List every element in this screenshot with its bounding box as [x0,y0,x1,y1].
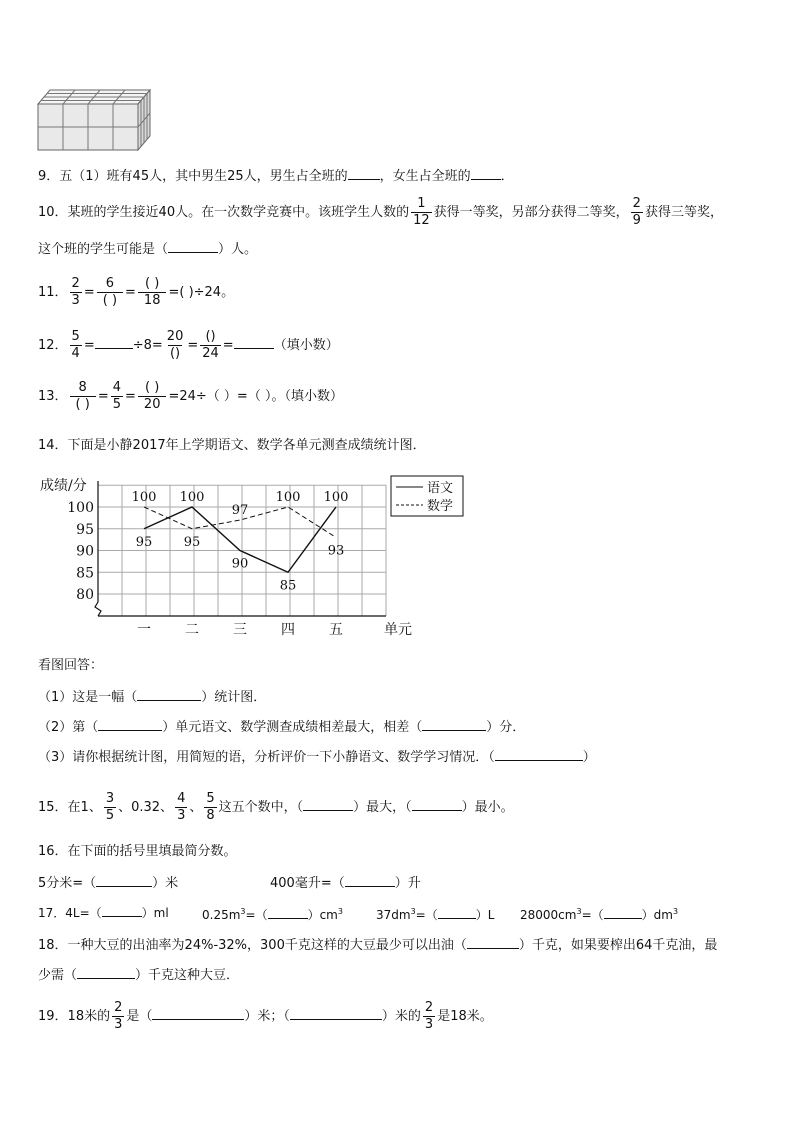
data-label: 100 [131,490,157,505]
question-18-line-1: 18．一种大豆的出油率为24%-32%，300千克这样的大豆最少可以出油（ ）千克，如果要榨出64千克油，最 [38,934,717,956]
answer-blank[interactable] [77,964,135,979]
question-17-c: $37dm^3=$（ ）L [376,902,494,925]
answer-blank[interactable] [290,1005,382,1020]
data-label: 97 [231,503,249,519]
x-axis-label: 单元 [384,622,412,638]
answer-blank[interactable] [168,238,218,253]
data-label: 95 [183,534,201,550]
question-14-sub-2: （2）第（ ）单元语文、数学测查成绩相差最大，相差（ ）分． [38,716,525,738]
question-14-ask: 看图回答： [38,658,104,673]
fraction: $\frac{4}{3}$ [177,791,186,823]
question-15: 15．在1、 $\frac{3}{5}$ 、0.32、 $\frac{4}{3}$ 、 $\frac{5}{8}$ 这五个数中，（ ）最大，（ ）最小。 [38,791,514,823]
fraction: $\frac{2}{3}$ [424,1000,434,1032]
answer-blank[interactable] [495,746,583,761]
question-13: 13． $\frac{8}{( )}$ = $\frac{4}{5}$ = $\frac{( )}{20}$ =24÷（ ）=（ ）。（填小数） [38,380,343,412]
fraction: $\frac{( )}{18}$ [138,276,167,309]
data-label: 90 [231,556,249,572]
answer-blank[interactable] [268,904,308,919]
legend-label-math: 数学 [427,499,454,514]
data-labels [132,490,349,593]
question-16-title: 16．在下面的括号里填最简分数。 [38,844,237,859]
answer-blank[interactable] [234,334,274,349]
data-label: 100 [179,490,205,505]
fraction: $\frac{1}{12}$ [413,196,430,228]
fraction: $\frac{2}{9}$ [632,196,641,228]
fraction: $\frac{2}{3}$ [114,1000,123,1032]
answer-blank[interactable] [137,686,201,701]
question-16-row-b: 400毫升=（ ）升 [270,872,421,894]
answer-blank[interactable] [604,904,642,919]
answer-blank[interactable] [345,872,395,887]
question-14-sub-1: （1）这是一幅（ ）统计图． [38,686,266,708]
answer-blank[interactable] [467,934,519,949]
score-line-chart [36,468,476,644]
fraction: $\frac{20}{()}$ [166,329,184,361]
answer-blank[interactable] [412,796,462,811]
question-17-b: $0.25m^3=$（ ）$cm^3$ [202,902,343,925]
answer-blank[interactable] [96,872,152,887]
y-tick-label: 100 [67,500,94,516]
question-18-line-2: 少需（ ）千克这种大豆． [38,964,239,986]
question-16-row: 5分米=（ ）米 [38,872,178,894]
y-tick-label: 95 [76,521,94,538]
question-9: 9．五（1）班有45人，其中男生25人，男生占全班的 ，女生占全班的 ． [38,165,514,187]
fraction: $\frac{5}{4}$ [71,329,80,361]
question-14-title: 14．下面是小静2017年上学期语文、数学各单元测查成绩统计图． [38,438,426,453]
x-tick-label: 四 [281,622,295,638]
question-14-sub-3: （3）请你根据统计图，用简短的语，分析评价一下小静语文、数学学习情况．（ ） [38,746,596,768]
x-tick-label: 三 [233,622,247,638]
question-17-d: $28000cm^3=$（ ）$dm^3$ [520,902,678,925]
x-tick-label: 二 [185,622,199,638]
fraction: $\frac{()}{24}$ [202,329,219,361]
answer-blank[interactable] [102,902,142,917]
fraction: $\frac{3}{5}$ [105,791,115,823]
fraction: $\frac{2}{3}$ [71,276,80,308]
question-17: 17．4L=（ ）ml [38,902,169,923]
x-tick-label: 五 [329,622,343,638]
question-11: 11． $\frac{2}{3}$ = $\frac{6}{( )}$ = $\frac{( )}{18}$ =( )÷24。 [38,276,235,308]
y-axis-label: 成绩/分 [40,478,87,494]
answer-blank[interactable] [152,1005,244,1020]
answer-blank[interactable] [438,904,476,919]
data-label: 85 [279,578,297,594]
y-axis-line [95,481,101,616]
fraction: $\frac{( )}{20}$ [138,380,167,413]
cube-stack-figure [36,82,154,152]
y-tick-labels [67,500,94,603]
answer-blank[interactable] [422,716,486,731]
x-tick-label: 一 [137,622,151,638]
data-label: 100 [275,490,301,505]
x-tick-labels [137,622,343,638]
answer-blank[interactable] [98,716,162,731]
y-tick-label: 90 [76,543,94,560]
answer-blank[interactable] [471,165,501,180]
data-label: 100 [323,490,349,505]
question-10-line-1: 10．某班的学生接近40人。在一次数学竞赛中。该班学生人数的 $\frac{1}{12}$ 获得一等奖，另部分获得二等奖， $\frac{2}{9}$ 获得三等奖， [38,196,723,228]
question-10-line-2: 这个班的学生可能是（ ）人。 [38,238,257,260]
legend-label-chinese: 语文 [427,481,454,496]
y-tick-label: 85 [76,565,94,582]
fraction: $\frac{5}{8}$ [206,791,215,823]
answer-blank[interactable] [95,334,133,349]
answer-blank[interactable] [303,796,353,811]
fraction: $\frac{4}{5}$ [112,380,122,412]
question-12: 12． $\frac{5}{4}$ = ÷8= $\frac{20}{()}$ = $\frac{()}{24}$ = （填小数） [38,329,339,361]
answer-blank[interactable] [348,165,380,180]
fraction: $\frac{6}{( )}$ [97,276,123,309]
fraction: $\frac{8}{( )}$ [70,380,96,413]
y-tick-label: 80 [76,587,94,603]
chart-legend [391,476,463,516]
question-19: 19．18米的 $\frac{2}{3}$ 是（ ）米；（ ）米的 $\frac{2}{3}$ 是18米。 [38,1000,493,1032]
data-label: 93 [327,543,345,559]
data-label: 95 [135,534,153,550]
